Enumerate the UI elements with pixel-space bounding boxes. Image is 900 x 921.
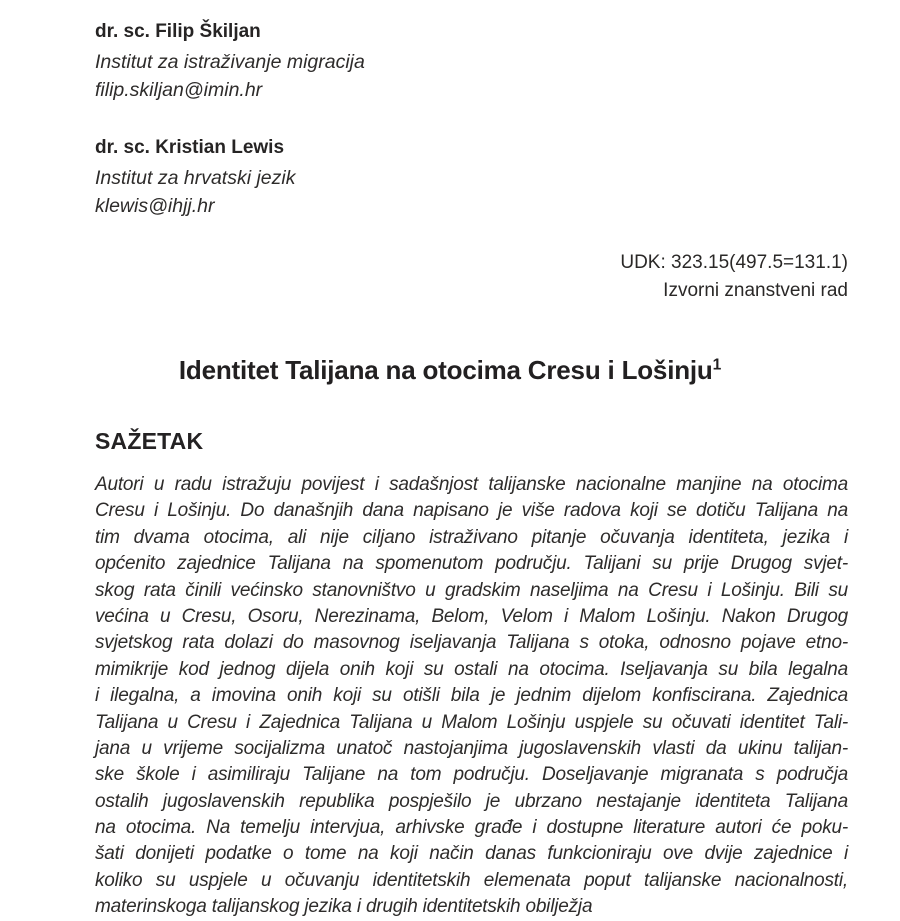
title-footnote-marker: 1 <box>712 356 722 374</box>
abstract-line: većina u Cresu, Osoru, Nerezinama, Belom, Velom i Malom Lošinju. Nakon Drugog <box>95 605 848 627</box>
author-affiliation: Institut za istraživanje migracija <box>95 51 365 73</box>
abstract-line: Cresu i Lošinju. Do današnjih dana napisano je više radova koji se dotiču Talijana na <box>95 500 848 522</box>
abstract-line: Autori u radu istražuju povijest i sadašnjost talijanske nacionalne manjine na otocima <box>95 474 848 495</box>
abstract-line: mimikrije kod jednog dijela onih koji su ostali na otocima. Iseljavanja su bila legalna <box>95 658 848 680</box>
abstract-line: svjetskog rata dolazi do masovnog iseljavanja Talijana s otoka, odnosno pojave etno- <box>95 632 848 654</box>
abstract-line: jana u vrijeme socijalizma unatoč nastojanjima jugoslavenskih vlasti da ukinu talijan- <box>95 737 848 759</box>
abstract-line: na otocima. Na temelju intervjua, arhivske građe i dostupne literature autori će poku- <box>95 817 848 839</box>
abstract-line: općenito zajednice Talijana na spomenutom području. Talijani su prije Drugog svjet- <box>95 553 848 575</box>
abstract-line: šati donijeti podatke o tome na koji način danas funkcioniraju ove dvije zajednice i <box>95 843 848 865</box>
author-block-2 <box>95 138 848 224</box>
author-email: klewis@ihjj.hr <box>95 194 215 217</box>
abstract-line: skog rata činili većinsko stanovništvo u gradskim naseljima na Cresu i Lošinju. Bili su <box>95 579 848 601</box>
article-title-text: Identitet Talijana na otocima Cresu i Lošinju <box>178 355 713 385</box>
article-type: Izvorni znanstveni rad <box>663 280 848 301</box>
author-name: dr. sc. Filip Škiljan <box>95 21 261 42</box>
author-affiliation: Institut za hrvatski jezik <box>95 167 296 189</box>
article-title <box>0 355 900 386</box>
abstract-body <box>95 472 848 921</box>
abstract-line: Talijana u Cresu i Zajednica Talijana u Malom Lošinju uspjele su očuvati identitet Tali- <box>95 711 848 733</box>
abstract-line: i ilegalna, a imovina onih koji su otišli bila je jednim dijelom konfiscirana. Zajednica <box>95 685 848 707</box>
abstract-line: ostalih jugoslavenskih republika pospješilo je ubrzano nestajanje identiteta Talijana <box>95 790 848 812</box>
author-block-1 <box>95 22 848 108</box>
classification-block <box>95 249 848 305</box>
abstract-heading: SAŽETAK <box>95 428 204 454</box>
abstract-line-clipped: materinskoga talijanskog jezika i drugih identitetskih obilježja <box>95 896 593 918</box>
abstract-line: tim dvama otocima, ali nije ciljano istraživano pitanje očuvanja identiteta, jezika i <box>95 526 848 548</box>
author-name: dr. sc. Kristian Lewis <box>95 137 285 158</box>
udk-number: UDK: 323.15(497.5=131.1) <box>620 252 848 273</box>
abstract-line: ske škole i asimiliraju Talijane na tom području. Doseljavanje migranata s područja <box>95 764 848 786</box>
abstract-line: koliko su uspjele u očuvanju identitetskih elemenata poput talijanske nacionalnosti, <box>95 869 848 891</box>
author-email: filip.skiljan@imin.hr <box>95 78 263 101</box>
